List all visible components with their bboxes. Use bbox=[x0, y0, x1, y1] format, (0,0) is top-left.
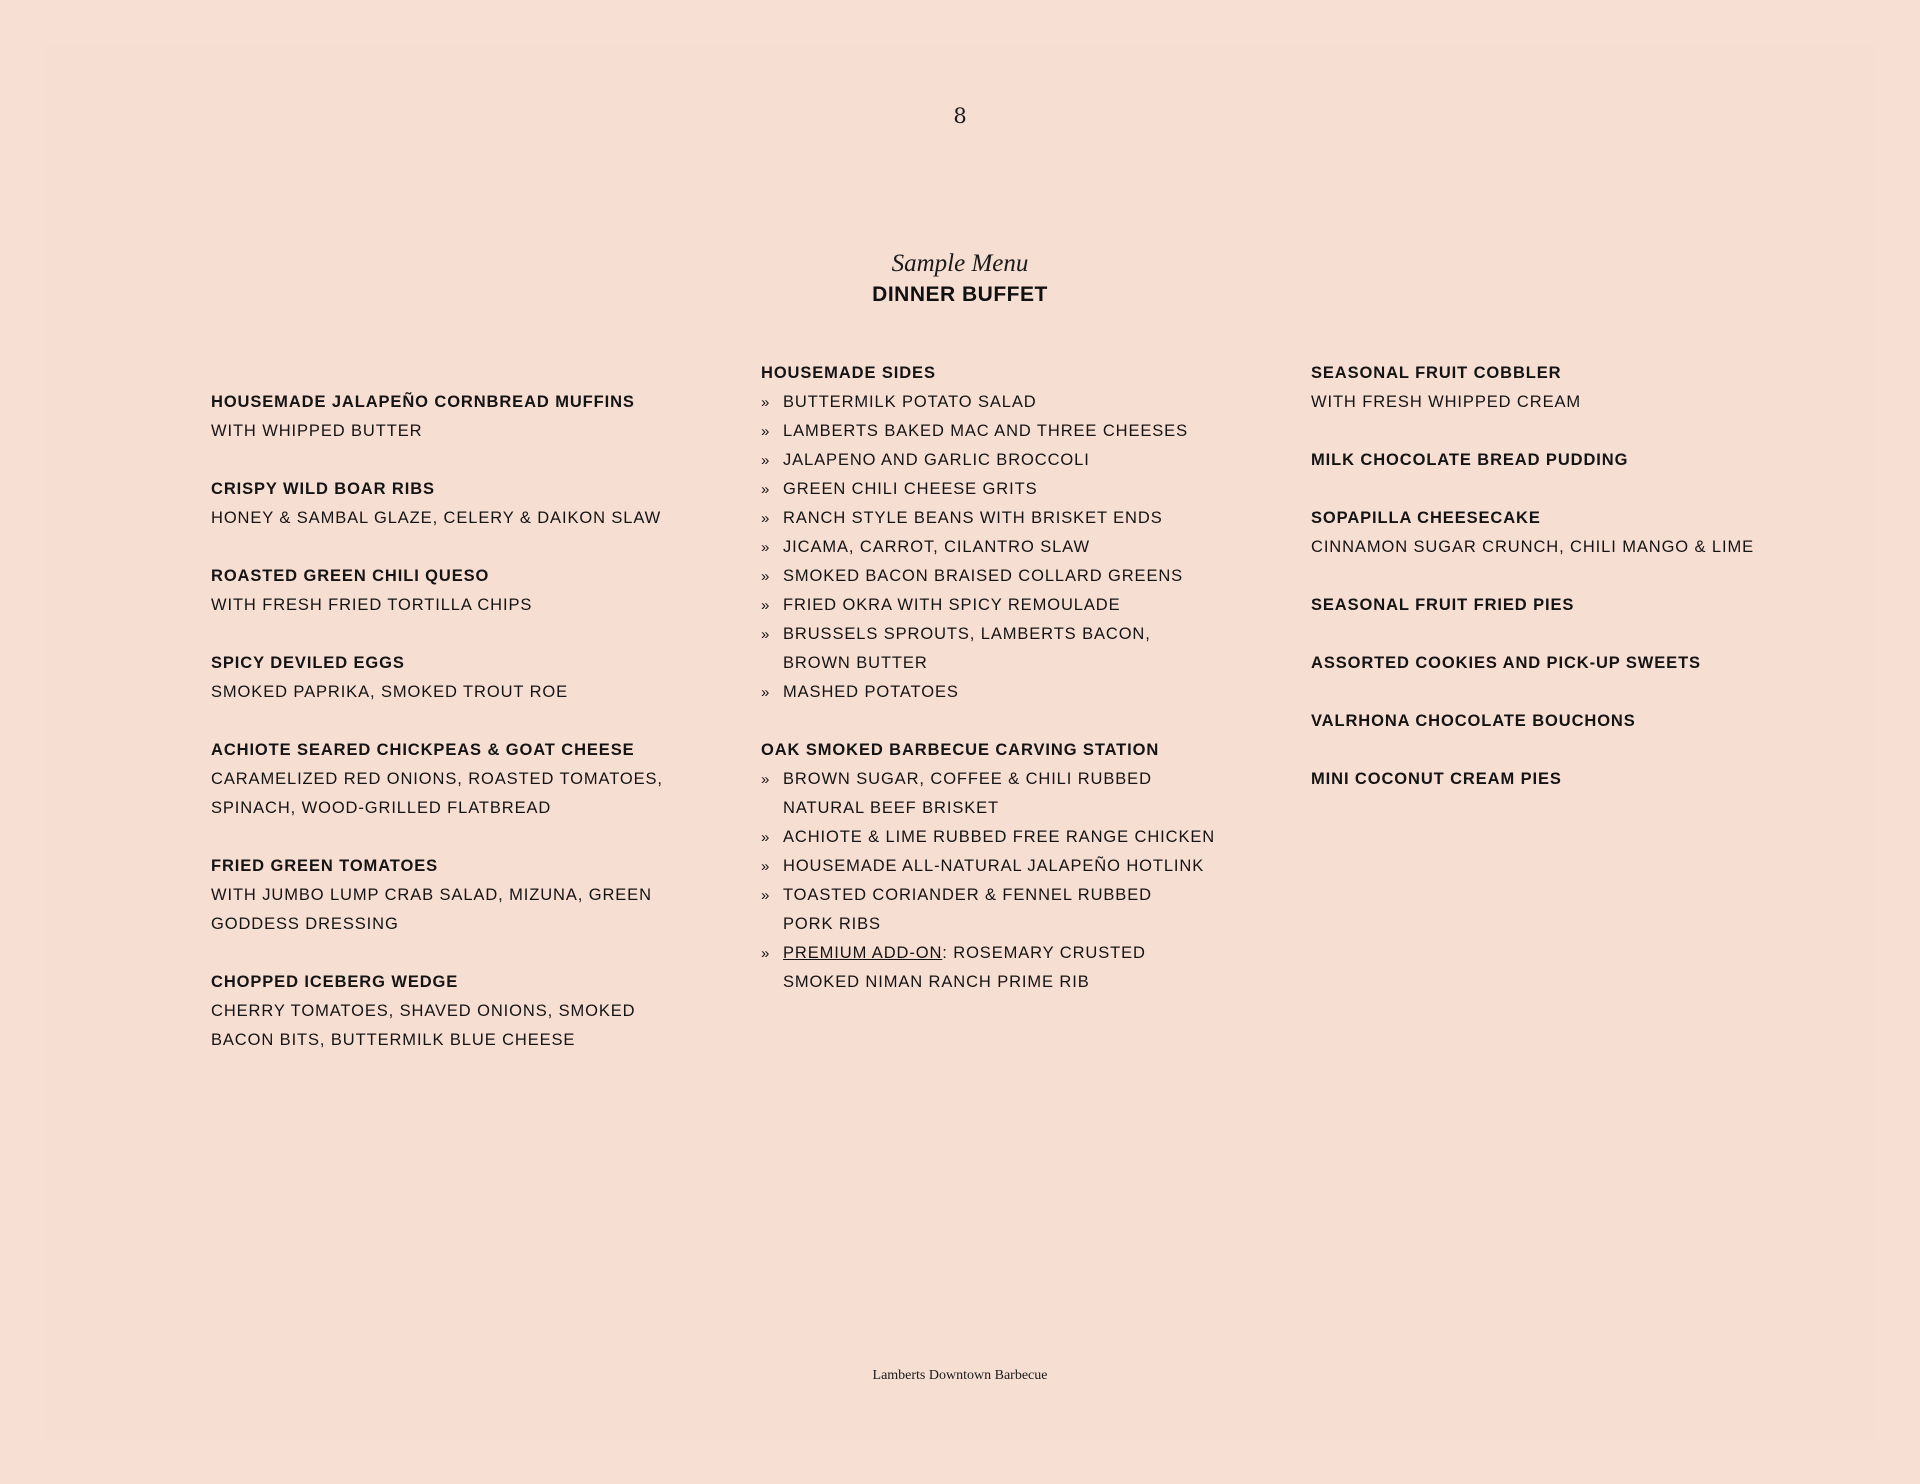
list-item bbox=[761, 446, 1281, 475]
item-name: ACHIOTE SEARED CHICKPEAS & GOAT CHEESE bbox=[211, 741, 635, 759]
list-item bbox=[761, 591, 1281, 620]
menu-item bbox=[1311, 649, 1851, 678]
list-item-text: GREEN CHILI CHEESE GRITS bbox=[783, 480, 1038, 498]
list-item bbox=[761, 533, 1281, 562]
column-sides-carving bbox=[761, 359, 1281, 1026]
menu-item bbox=[1311, 765, 1851, 794]
premium-add-on-label: PREMIUM ADD-ON bbox=[783, 944, 943, 962]
bullet-glyph: » bbox=[761, 394, 771, 411]
menu-heading bbox=[44, 248, 1876, 310]
menu-item bbox=[1311, 707, 1851, 736]
bullet-glyph: » bbox=[761, 626, 771, 643]
item-name: HOUSEMADE JALAPEÑO CORNBREAD MUFFINS bbox=[211, 393, 635, 411]
bullet-glyph: » bbox=[761, 771, 771, 788]
column-desserts bbox=[1311, 359, 1851, 823]
list-item bbox=[761, 852, 1281, 881]
item-description: SMOKED PAPRIKA, SMOKED TROUT ROE bbox=[211, 683, 569, 701]
bullet-glyph: » bbox=[761, 829, 771, 846]
item-description: HONEY & SAMBAL GLAZE, CELERY & DAIKON SLAW bbox=[211, 509, 662, 527]
menu-item bbox=[1311, 359, 1851, 417]
section-title: HOUSEMADE SIDES bbox=[761, 364, 936, 382]
item-name: ROASTED GREEN CHILI QUESO bbox=[211, 567, 490, 585]
page-number: 8 bbox=[953, 104, 967, 128]
item-name: MILK CHOCOLATE BREAD PUDDING bbox=[1311, 451, 1629, 469]
list-item bbox=[761, 475, 1281, 504]
item-description: CARAMELIZED RED ONIONS, ROASTED TOMATOES, SPINACH, WOOD-GRILLED FLATBREAD bbox=[211, 770, 663, 817]
section-title: OAK SMOKED BARBECUE CARVING STATION bbox=[761, 741, 1160, 759]
menu-item bbox=[211, 388, 731, 446]
list-item bbox=[761, 939, 1173, 997]
list-item bbox=[761, 823, 1281, 852]
bullet-glyph: » bbox=[761, 510, 771, 527]
list-item bbox=[761, 881, 1173, 939]
bullet-glyph: » bbox=[761, 684, 771, 701]
list-item-text: LAMBERTS BAKED MAC AND THREE CHEESES bbox=[783, 422, 1188, 440]
carving-list bbox=[761, 765, 1281, 997]
list-item bbox=[761, 504, 1281, 533]
item-description: CINNAMON SUGAR CRUNCH, CHILI MANGO & LIME bbox=[1311, 538, 1755, 556]
list-item-text: MASHED POTATOES bbox=[783, 683, 959, 701]
list-item-text: BRUSSELS SPROUTS, LAMBERTS BACON, BROWN BUTTER bbox=[783, 625, 1151, 672]
list-item-text: BUTTERMILK POTATO SALAD bbox=[783, 393, 1037, 411]
item-name: SOPAPILLA CHEESECAKE bbox=[1311, 509, 1541, 527]
column-starters bbox=[211, 388, 731, 1084]
menu-page bbox=[44, 44, 1876, 1440]
item-name: VALRHONA CHOCOLATE BOUCHONS bbox=[1311, 712, 1636, 730]
bullet-glyph: » bbox=[761, 568, 771, 585]
bullet-glyph: » bbox=[761, 423, 771, 440]
menu-item bbox=[211, 968, 671, 1055]
item-name: SEASONAL FRUIT FRIED PIES bbox=[1311, 596, 1575, 614]
menu-item bbox=[1311, 446, 1851, 475]
menu-item bbox=[211, 852, 691, 939]
list-item bbox=[761, 388, 1281, 417]
list-item bbox=[761, 765, 1173, 823]
list-item-text: ACHIOTE & LIME RUBBED FREE RANGE CHICKEN bbox=[783, 828, 1216, 846]
premium-add-on-text: : ROSEMARY CRUSTED SMOKED NIMAN RANCH PRIME RIB bbox=[783, 944, 1146, 991]
footer-restaurant-name: Lamberts Downtown Barbecue bbox=[872, 1368, 1048, 1383]
item-name: CRISPY WILD BOAR RIBS bbox=[211, 480, 435, 498]
item-description: WITH JUMBO LUMP CRAB SALAD, MIZUNA, GREEN GODDESS DRESSING bbox=[211, 886, 652, 933]
bullet-glyph: » bbox=[761, 481, 771, 498]
item-name: FRIED GREEN TOMATOES bbox=[211, 857, 439, 875]
list-item-text: RANCH STYLE BEANS WITH BRISKET ENDS bbox=[783, 509, 1163, 527]
menu-item bbox=[1311, 591, 1851, 620]
menu-subtitle: Sample Menu bbox=[891, 250, 1029, 277]
list-item-text: SMOKED BACON BRAISED COLLARD GREENS bbox=[783, 567, 1184, 585]
item-description: WITH WHIPPED BUTTER bbox=[211, 422, 423, 440]
menu-item bbox=[211, 562, 731, 620]
menu-item bbox=[211, 475, 731, 533]
bullet-glyph: » bbox=[761, 597, 771, 614]
list-item-text: JICAMA, CARROT, CILANTRO SLAW bbox=[783, 538, 1090, 556]
bullet-glyph: » bbox=[761, 452, 771, 469]
list-item-text: TOASTED CORIANDER & FENNEL RUBBED PORK RIBS bbox=[783, 886, 1152, 933]
menu-item bbox=[1311, 504, 1851, 562]
list-item-text: FRIED OKRA WITH SPICY REMOULADE bbox=[783, 596, 1121, 614]
menu-item bbox=[211, 649, 731, 707]
item-description: WITH FRESH WHIPPED CREAM bbox=[1311, 393, 1582, 411]
item-name: SEASONAL FRUIT COBBLER bbox=[1311, 364, 1562, 382]
item-name: ASSORTED COOKIES AND PICK-UP SWEETS bbox=[1311, 654, 1701, 672]
bullet-glyph: » bbox=[761, 887, 771, 904]
bullet-glyph: » bbox=[761, 945, 771, 962]
carving-section bbox=[761, 736, 1281, 997]
item-name: CHOPPED ICEBERG WEDGE bbox=[211, 973, 459, 991]
list-item-text: BROWN SUGAR, COFFEE & CHILI RUBBED NATURAL BEEF BRISKET bbox=[783, 770, 1152, 817]
list-item bbox=[761, 562, 1281, 591]
item-description: CHERRY TOMATOES, SHAVED ONIONS, SMOKED BACON BITS, BUTTERMILK BLUE CHEESE bbox=[211, 1002, 636, 1049]
list-item-text: JALAPENO AND GARLIC BROCCOLI bbox=[783, 451, 1090, 469]
list-item bbox=[761, 620, 1173, 678]
menu-title: DINNER BUFFET bbox=[872, 283, 1048, 306]
item-name: MINI COCONUT CREAM PIES bbox=[1311, 770, 1562, 788]
item-description: WITH FRESH FRIED TORTILLA CHIPS bbox=[211, 596, 533, 614]
list-item-text: HOUSEMADE ALL-NATURAL JALAPEÑO HOTLINK bbox=[783, 857, 1205, 875]
bullet-glyph: » bbox=[761, 858, 771, 875]
sides-list bbox=[761, 388, 1281, 707]
list-item bbox=[761, 678, 1281, 707]
item-name: SPICY DEVILED EGGS bbox=[211, 654, 405, 672]
sides-section bbox=[761, 359, 1281, 707]
list-item bbox=[761, 417, 1281, 446]
menu-item bbox=[211, 736, 671, 823]
bullet-glyph: » bbox=[761, 539, 771, 556]
